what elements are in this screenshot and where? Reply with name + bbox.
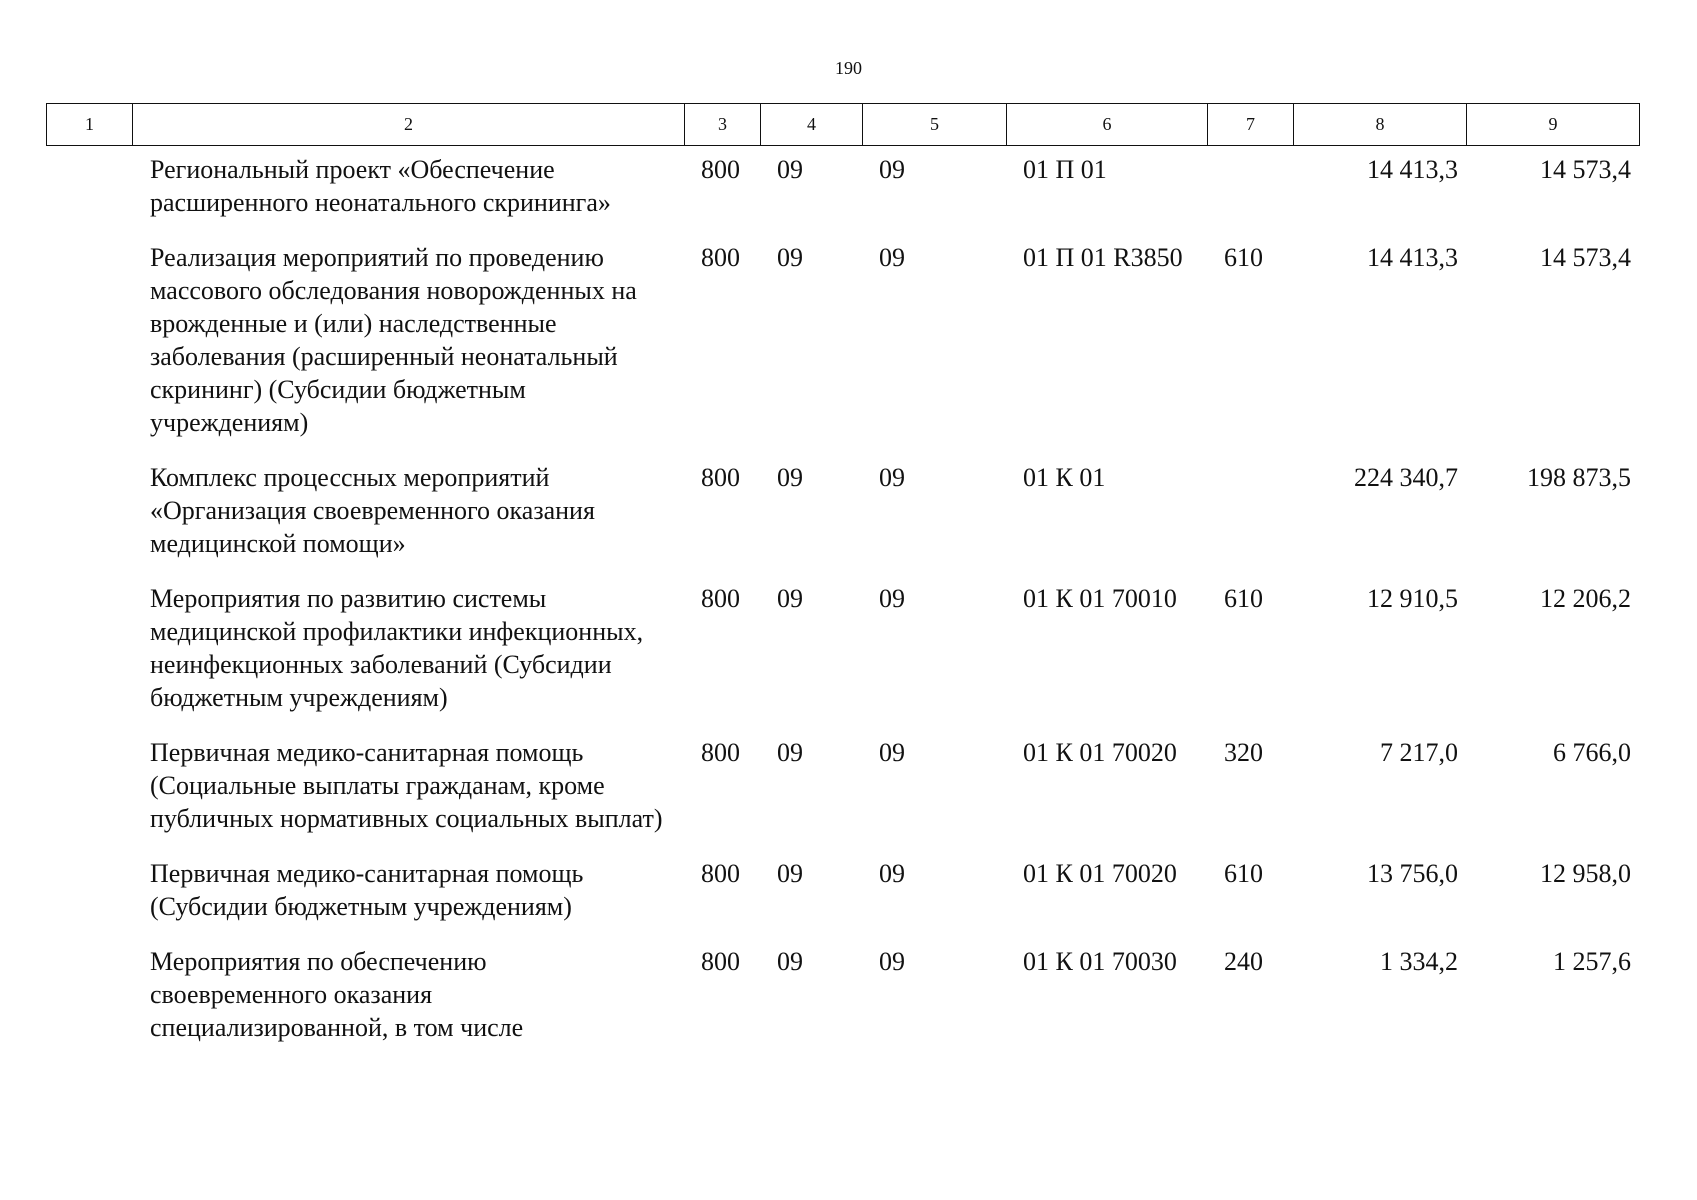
col8-value: 14 413,3	[1367, 243, 1458, 272]
col9-value: 1 257,6	[1553, 947, 1631, 976]
col4-value: 09	[777, 584, 803, 613]
row-name: Первичная медико-санитарная помощь (Социальные выплаты гражданам, кроме публичных нормативных социальных выплат)	[150, 738, 663, 833]
col9-value: 12 206,2	[1540, 584, 1631, 613]
col6-value: 01 П 01	[1023, 155, 1107, 184]
col5-value: 09	[879, 584, 905, 613]
col3-value: 800	[701, 584, 740, 613]
table-row	[46, 736, 1639, 857]
row-name: Реализация мероприятий по проведению массового обследования новорожденных на врожденные и (или) наследственные заболевания (расширенный неонатальный скрининг) (Субсидии бюджетным учреждениям)	[150, 243, 637, 437]
row-name-cell	[46, 736, 684, 857]
col9-value: 12 958,0	[1540, 859, 1631, 888]
col8-value: 13 756,0	[1367, 859, 1458, 888]
col9-value: 6 766,0	[1553, 738, 1631, 767]
column-header-7: 7	[1208, 104, 1294, 146]
column-header-5: 5	[863, 104, 1007, 146]
row-name: Первичная медико-санитарная помощь (Субсидии бюджетным учреждениям)	[150, 859, 584, 921]
column-header-9: 9	[1467, 104, 1640, 146]
col4-value: 09	[777, 243, 803, 272]
col3-value: 800	[701, 738, 740, 767]
page-number: 190	[835, 58, 862, 78]
row-name: Региональный проект «Обеспечение расширенного неонатального скрининга»	[150, 155, 611, 217]
col9-value: 14 573,4	[1540, 155, 1631, 184]
col6-value: 01 К 01 70020	[1023, 738, 1177, 767]
col5-value: 09	[879, 859, 905, 888]
row-name: Мероприятия по развитию системы медицинской профилактики инфекционных, неинфекционных заболеваний (Субсидии бюджетным учреждениям)	[150, 584, 644, 712]
column-header-6: 6	[1007, 104, 1208, 146]
col5-value: 09	[879, 947, 905, 976]
col8-value: 7 217,0	[1380, 738, 1458, 767]
col4-value: 09	[777, 738, 803, 767]
col7-value: 610	[1224, 584, 1263, 613]
row-name: Мероприятия по обеспечению своевременного оказания специализированной, в том числе	[150, 947, 524, 1042]
table-row	[46, 857, 1639, 945]
col8-value: 12 910,5	[1367, 584, 1458, 613]
col6-value: 01 К 01 70020	[1023, 859, 1177, 888]
col5-value: 09	[879, 463, 905, 492]
table-row	[46, 582, 1639, 736]
col8-value: 1 334,2	[1380, 947, 1458, 976]
col7-value: 320	[1224, 738, 1263, 767]
col5-value: 09	[879, 738, 905, 767]
column-header-3: 3	[685, 104, 761, 146]
col4-value: 09	[777, 859, 803, 888]
column-header-4: 4	[761, 104, 863, 146]
row-name-cell	[46, 945, 684, 1066]
col9-value: 14 573,4	[1540, 243, 1631, 272]
col3-value: 800	[701, 947, 740, 976]
table-row	[46, 153, 1639, 241]
col9-value: 198 873,5	[1527, 463, 1631, 492]
row-name: Комплекс процессных мероприятий «Организация своевременного оказания медицинской помощи»	[150, 463, 595, 558]
row-name-cell	[46, 461, 684, 582]
col6-value: 01 К 01 70010	[1023, 584, 1177, 613]
col7-value: 240	[1224, 947, 1263, 976]
table-row	[46, 241, 1639, 461]
col3-value: 800	[701, 243, 740, 272]
col8-value: 14 413,3	[1367, 155, 1458, 184]
col7-value: 610	[1224, 859, 1263, 888]
row-name-cell	[46, 241, 684, 461]
col7-value	[1207, 461, 1293, 582]
col6-value: 01 П 01 R3850	[1023, 243, 1183, 272]
table-row	[46, 945, 1639, 1066]
col5-value: 09	[879, 155, 905, 184]
col3-value: 800	[701, 463, 740, 492]
row-name-cell	[46, 153, 684, 241]
column-header-2: 2	[133, 104, 685, 146]
table-header	[46, 103, 1640, 146]
col5-value: 09	[879, 243, 905, 272]
col4-value: 09	[777, 947, 803, 976]
row-name-cell	[46, 857, 684, 945]
row-name-cell	[46, 582, 684, 736]
budget-table	[46, 153, 1639, 1066]
col3-value: 800	[701, 859, 740, 888]
table-row	[46, 461, 1639, 582]
col8-value: 224 340,7	[1354, 463, 1458, 492]
col7-value: 610	[1224, 243, 1263, 272]
col7-value	[1207, 153, 1293, 241]
col6-value: 01 К 01	[1023, 463, 1106, 492]
col4-value: 09	[777, 463, 803, 492]
col3-value: 800	[701, 155, 740, 184]
column-header-8: 8	[1294, 104, 1467, 146]
column-header-1: 1	[47, 104, 133, 146]
col4-value: 09	[777, 155, 803, 184]
col6-value: 01 К 01 70030	[1023, 947, 1177, 976]
